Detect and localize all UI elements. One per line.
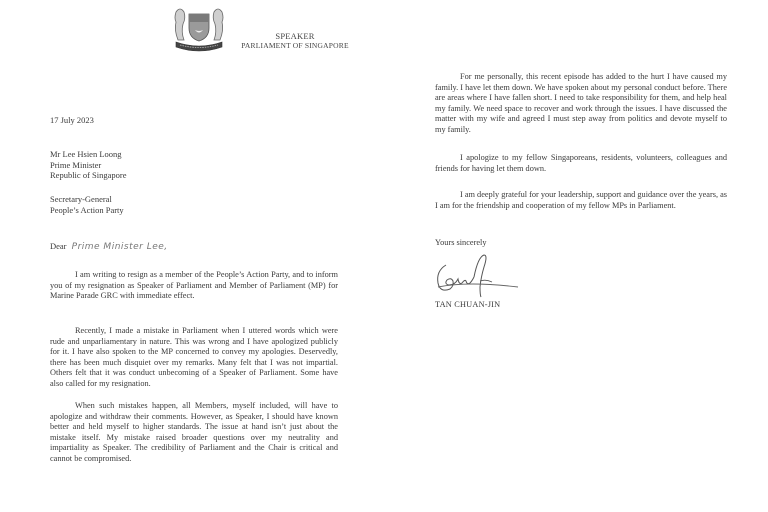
paragraph-mistake: Recently, I made a mistake in Parliament when I uttered words which were rude and unparliamentary in nature. This was wrong and I have apologized publicly for it. I have also spoken to the MP concerned to convey my apologies. Deservedly, there has been much disquiet over my remarks. Many felt that I was not impartial. Others felt that it was conduct unbecoming of a Speaker of Parliament. Some have also called for my resignation. [50, 326, 338, 388]
salutation-dear: Dear [50, 241, 67, 251]
recipient-title: Prime Minister [50, 159, 102, 170]
letterhead-subtitle: PARLIAMENT OF SINGAPORE [241, 41, 349, 50]
recipient-name: Mr Lee Hsien Loong [50, 149, 122, 159]
handwritten-signature-icon [432, 251, 522, 299]
paragraph-family: For me personally, this recent episode has added to the hurt I have caused my family. I have let them down. We have spoken about my personal conduct before. There are areas where I have fallen short. I need to take responsibility for them, and help heal my family. We need space to recover and work through the issues. I have discussed the matter with my wife and agreed I must step away from politics and devote myself to my family. [435, 72, 727, 134]
paragraph-apology: I apologize to my fellow Singaporeans, residents, volunteers, colleagues and friends for having let them down. [435, 153, 727, 173]
signatory-name: TAN CHUAN-JIN [435, 300, 501, 309]
letterhead-title: SPEAKER [275, 31, 315, 41]
recipient-address [50, 149, 126, 181]
paragraph-resignation: I am writing to resign as a member of the People’s Action Party, and to inform you of my resignation as Speaker of Parliament and Member of Parliament (MP) for Marine Parade GRC with immediate effect. [50, 270, 338, 301]
salutation [50, 241, 168, 252]
recipient-party-address [50, 194, 124, 215]
recipient-party-title: Secretary-General [50, 194, 112, 204]
paragraph-standards: When such mistakes happen, all Members, myself included, will have to apologize and withdraw their comments. However, as Speaker, I should have known better and held myself to higher standards. The issue at hand isn’t just about the mistake itself. My mistake raised broader questions over my neutrality and impartiality as Speaker. The credibility of Parliament and the Chair is critical and cannot be compromised. [50, 401, 338, 463]
paragraph-gratitude: I am deeply grateful for your leadership, support and guidance over the years, as I am for the friendship and cooperation of my fellow MPs in Parliament. [435, 190, 728, 210]
closing: Yours sincerely [435, 238, 487, 247]
salutation-handwritten: Prime Minister Lee, [71, 242, 168, 252]
recipient-org: Republic of Singapore [50, 170, 127, 180]
singapore-coat-of-arms-icon [170, 2, 228, 52]
recipient-party-org: People’s Action Party [50, 204, 124, 215]
letterhead [240, 32, 350, 50]
letter-date: 17 July 2023 [50, 115, 94, 125]
